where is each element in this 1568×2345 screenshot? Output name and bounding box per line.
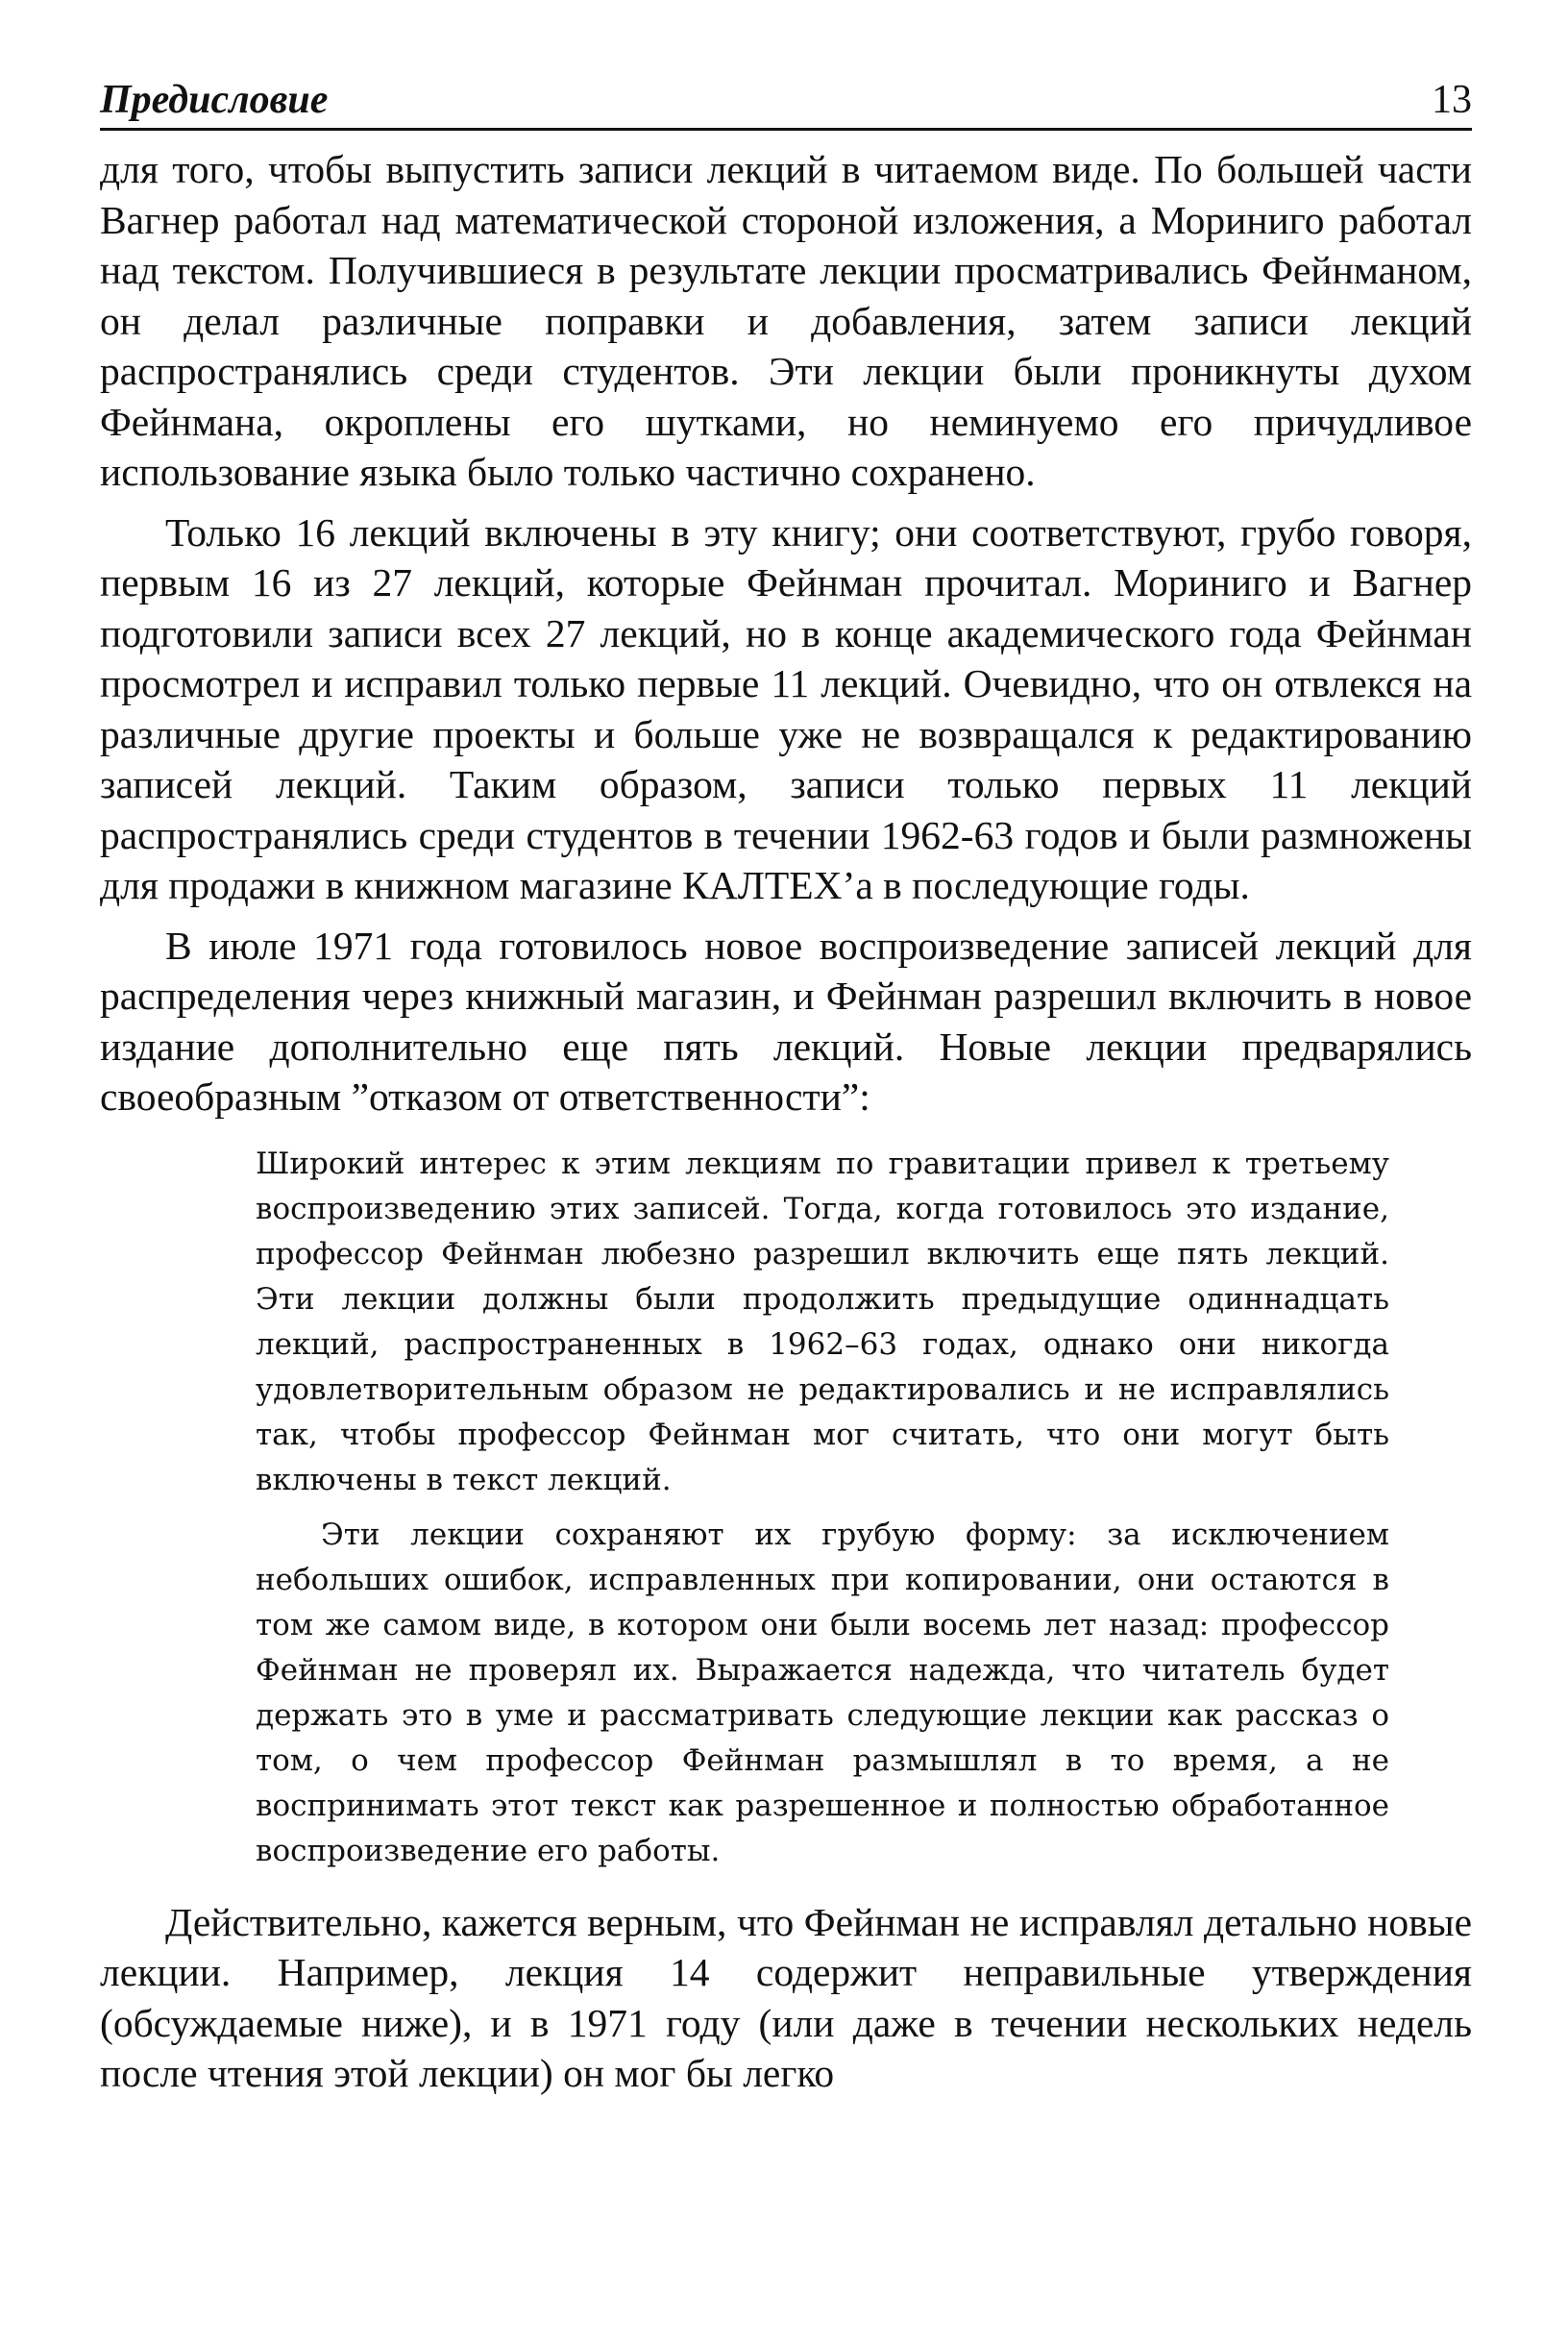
quote-paragraph-1: Широкий интерес к этим лекциям по гравитации привел к третьему воспроизведению этих записей. Тогда, когда готовилось это издание, профессор Фейнман любезно разрешил включить еще пять лекций. Эти лекции должны были продолжить предыдущие одиннадцать лекций, распространенных в 1962–63 годах, однако они никогда удовлетворительным образом не редактировались и не исправлялись так, чтобы профессор Фейнман мог считать, что они могут быть включены в текст лекций. (256, 1146, 1389, 1497)
book-page (100, 77, 1472, 2109)
running-head (100, 77, 1472, 131)
paragraph-4: Действительно, кажется верным, что Фейнман не исправлял детально новые лекции. Например, лекция 14 содержит неправильные утверждения (обсуждаемые ниже), и в 1971 году (или даже в течении нескольких недель после чтения этой лекции) он мог бы легко (100, 1899, 1472, 2095)
running-title: Предисловие (100, 78, 329, 122)
quote-paragraph-2: Эти лекции сохраняют их грубую форму: за исключением небольших ошибок, исправленных при копировании, они остаются в том же самом виде, в котором они были восемь лет назад: профессор Фейнман не проверял их. Выражается надежда, что читатель будет держать это в уме и рассматривать следующие лекции как рассказ о том, о чем профессор Фейнман размышлял в то время, а не воспринимать этот текст как разрешенное и полностью обработанное воспроизведение его работы. (256, 1517, 1389, 1868)
paragraph-1: для того, чтобы выпустить записи лекций в читаемом виде. По большей части Вагнер работал над математической стороной изложения, а Мориниго работал над текстом. Получившиеся в результате лекции просматривались Фейнманом, он делал различные поправки и добавления, затем записи лекций распространялись среди студентов. Эти лекции были проникнуты духом Фейнмана, окроплены его шутками, но неминуемо его причудливое использование языка было только частично сохранено. (100, 147, 1472, 494)
page-number: 13 (1432, 78, 1472, 122)
paragraph-3: В июле 1971 года готовилось новое воспроизведение записей лекций для распределения через книжный магазин, и Фейнман разрешил включить в новое издание дополнительно еще пять лекций. Новые лекции предварялись своеобразным ”отказом от ответственности”: (100, 923, 1472, 1119)
block-quote (256, 1142, 1389, 1874)
paragraph-2: Только 16 лекций включены в эту книгу; они соответствуют, грубо говоря, первым 16 из 27 лекций, которые Фейнман прочитал. Мориниго и Вагнер подготовили записи всех 27 лекций, но в конце академического года Фейнман просмотрел и исправил только первые 11 лекций. Очевидно, что он отвлекся на различные другие проекты и больше уже не возвращался к редактированию записей лекций. Таким образом, записи только первых 11 лекций распространялись среди студентов в течении 1962-63 годов и были размножены для продажи в книжном магазине КАЛТЕХ’а в последующие годы. (100, 509, 1472, 907)
body-text (100, 144, 1472, 2099)
